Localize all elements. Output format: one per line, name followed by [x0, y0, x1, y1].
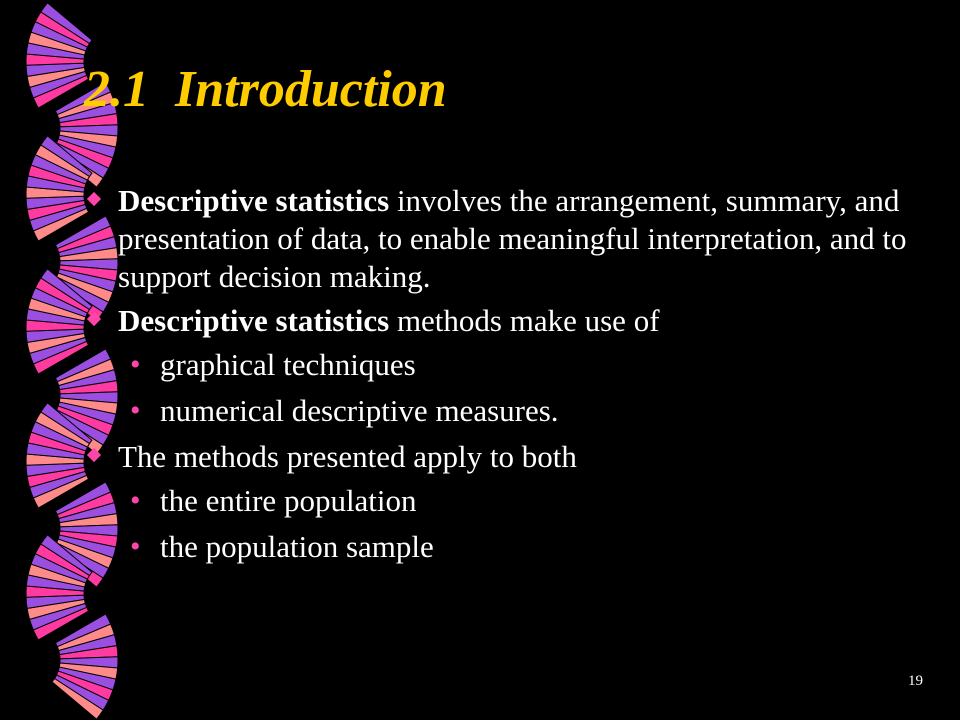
sub-bullet-text: graphical techniques	[160, 347, 416, 382]
sub-bullet-graphical-techniques	[118, 346, 918, 384]
ribbon-fan	[52, 614, 118, 719]
dot-bullet-icon: •	[130, 530, 141, 563]
sub-bullet-text: the population sample	[160, 529, 434, 564]
bullet-descriptive-statistics-methods	[118, 302, 918, 340]
dot-bullet-icon: •	[130, 348, 141, 381]
bullet-descriptive-statistics-definition	[118, 182, 918, 296]
slide-number: 19	[908, 673, 923, 689]
ribbon-fan	[26, 3, 92, 108]
sub-bullet-entire-population	[118, 482, 918, 520]
bullet-methods-apply	[118, 438, 918, 476]
bullet-text: methods make use of	[389, 303, 660, 338]
slide-body	[118, 182, 918, 574]
sub-bullet-population-sample	[118, 528, 918, 566]
dot-bullet-icon: •	[130, 394, 141, 427]
bullet-bold-term: Descriptive statistics	[118, 183, 390, 218]
sub-bullet-numerical-measures	[118, 392, 918, 430]
sub-bullet-text: numerical descriptive measures.	[160, 393, 559, 428]
bullet-bold-term: Descriptive statistics	[118, 303, 390, 338]
bullet-text: The methods presented apply to both	[118, 439, 577, 474]
dot-bullet-icon: •	[130, 484, 141, 517]
slide-title: 2.1 Introduction	[84, 61, 447, 118]
sub-bullet-text: the entire population	[160, 483, 417, 518]
bullet-text: involves the arrangement, summary, and presentation of data, to enable meaningful interpretation, and to support decision making.	[118, 183, 907, 294]
